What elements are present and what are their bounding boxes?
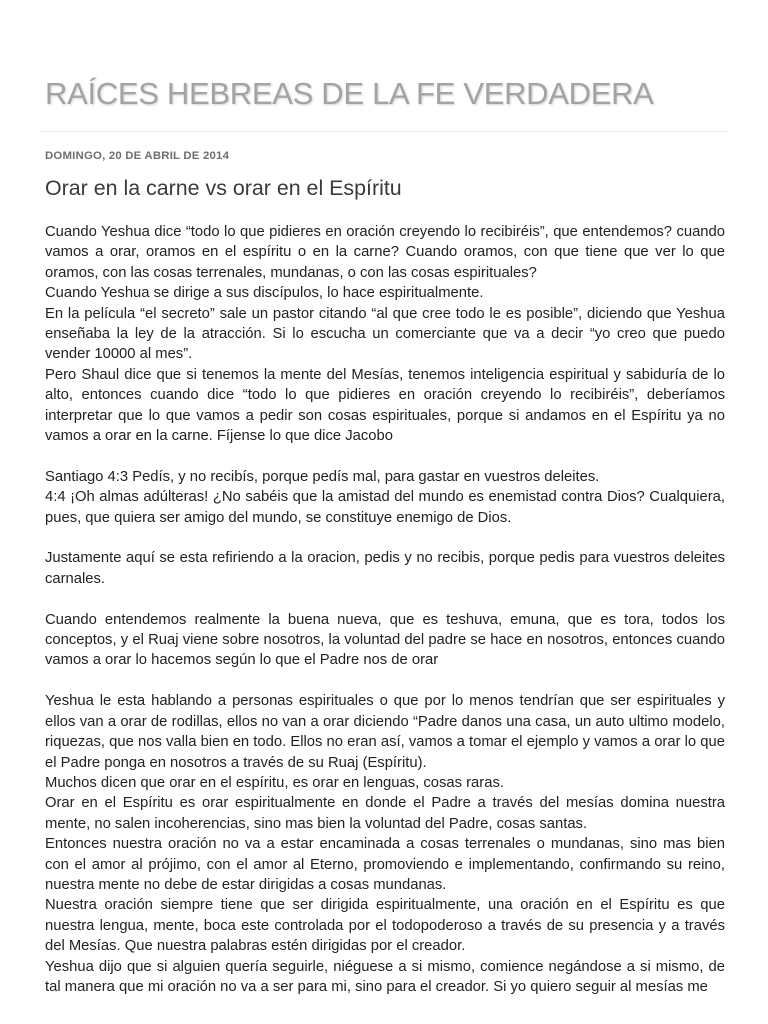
blog-header <box>45 74 735 114</box>
post-paragraph: Santiago 4:3 Pedís, y no recibís, porque pedís mal, para gastar en vuestros deleites. <box>45 468 600 485</box>
post-paragraph: Justamente aquí se esta refiriendo a la oracion, pedis y no recibis, porque pedis para vuestros deleites carnales. <box>45 550 725 587</box>
post-paragraph: En la película “el secreto” sale un pastor citando “al que cree todo le es posible”, diciendo que Yeshua enseñaba la ley de la atracción. Si lo escucha un comerciante que va a decir “yo creo que puedo vender 10000 al mes”. <box>45 305 725 363</box>
post-paragraph: Cuando entendemos realmente la buena nueva, que es teshuva, emuna, que es tora, todos los conceptos, y el Ruaj viene sobre nosotros, la voluntad del padre se hace en nosotros, entonces cuando vamos a orar lo hacemos según lo que el Padre nos de orar <box>45 611 725 669</box>
post-paragraph: 4:4 ¡Oh almas adúlteras! ¿No sabéis que la amistad del mundo es enemistad contra Dios? Cualquiera, pues, que quiera ser amigo del mundo, se constituye enemigo de Dios. <box>45 489 725 526</box>
post-title[interactable]: Orar en la carne vs orar en el Espíritu <box>45 176 402 200</box>
post-paragraph: Orar en el Espíritu es orar espiritualmente en donde el Padre a través del mesías domina nuestra mente, no salen incoherencias, sino mas bien la voluntad del Padre, cosas santas. <box>45 795 725 832</box>
header-divider <box>40 131 728 132</box>
post-body <box>45 222 725 997</box>
post-paragraph: Nuestra oración siempre tiene que ser dirigida espiritualmente, una oración en el Espíritu es que nuestra lengua, mente, boca este controlada por el todopoderoso a través de su presencia y a través del Mesías. Que nuestra palabras estén dirigidas por el creador. <box>45 897 725 955</box>
post-date: DOMINGO, 20 DE ABRIL DE 2014 <box>45 150 230 162</box>
paragraph-spacer <box>45 446 725 466</box>
paragraph-spacer <box>45 528 725 548</box>
post-paragraph: Yeshua dijo que si alguien quería seguirle, niéguese a si mismo, comience negándose a si mismo, de tal manera que mi oración no va a ser para mi, sino para el creador. Si yo quiero seguir al mesías me <box>45 958 725 995</box>
post-paragraph: Cuando Yeshua se dirige a sus discípulos, lo hace espiritualmente. <box>45 285 484 302</box>
blog-post <box>45 148 725 997</box>
post-paragraph: Entonces nuestra oración no va a estar encaminada a cosas terrenales o mundanas, sino mas bien con el amor al prójimo, con el amor al Eterno, promoviendo e implementando, confirmando su reino, nuestra mente no debe de estar dirigidas a cosas mundanas. <box>45 836 725 893</box>
post-paragraph: Cuando Yeshua dice “todo lo que pidieres en oración creyendo lo recibiréis”, que entendemos? cuando vamos a orar, oramos en el espíritu o en la carne? Cuando oramos, con que tiene que ver lo que oramos, con las cosas terrenales, mundanas, o con las cosas espirituales? <box>45 224 725 281</box>
post-paragraph: Muchos dicen que orar en el espíritu, es orar en lenguas, cosas raras. <box>45 774 504 791</box>
paragraph-spacer <box>45 671 725 691</box>
blog-title[interactable]: RAÍCES HEBREAS DE LA FE VERDADERA <box>45 76 654 111</box>
post-paragraph: Yeshua le esta hablando a personas espirituales o que por lo menos tendrían que ser espirituales y ellos van a orar de rodillas, ellos no van a orar diciendo “Padre danos una casa, un auto ultimo modelo, riquezas, que nos valla bien en todo. Ellos no eran así, vamos a tomar el ejemplo y vamos a orar lo que el Padre ponga en nosotros a través de su Ruaj (Espíritu). <box>45 693 725 771</box>
post-paragraph: Pero Shaul dice que si tenemos la mente del Mesías, tenemos inteligencia espiritual y sabiduría de lo alto, entonces cuando dice “todo lo que pidieres en oración creyendo lo recibiréis”, deberíamos interpretar que lo que vamos a pedir son cosas espirituales, porque si andamos en el Espíritu ya no vamos a orar en la carne. Fíjense lo que dice Jacobo <box>45 366 725 445</box>
paragraph-spacer <box>45 589 725 609</box>
